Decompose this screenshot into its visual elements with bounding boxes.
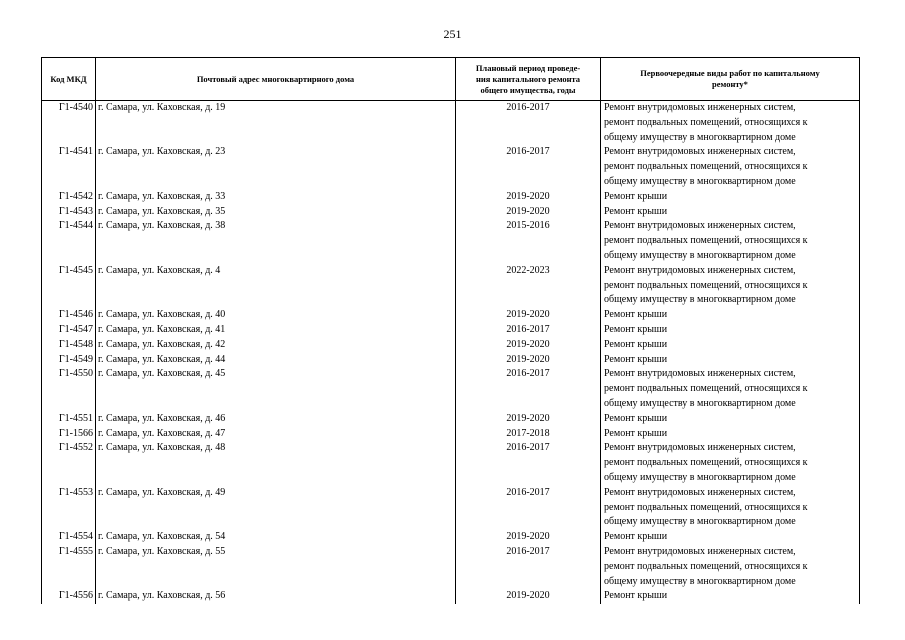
- works-line: Ремонт внутридомовых инженерных систем,: [604, 102, 796, 113]
- table-row: [42, 545, 860, 589]
- works-cell: [601, 323, 860, 338]
- address-cell: г. Самара, ул. Каховская, д. 47: [96, 427, 456, 442]
- mkd-code-cell: Г1-4555: [42, 545, 96, 589]
- address-cell: г. Самара, ул. Каховская, д. 49: [96, 486, 456, 530]
- address-cell: г. Самара, ул. Каховская, д. 4: [96, 264, 456, 308]
- period-cell: 2016-2017: [456, 441, 601, 485]
- address-cell: г. Самара, ул. Каховская, д. 55: [96, 545, 456, 589]
- table-row: [42, 323, 860, 338]
- works-line: ремонт подвальных помещений, относящихся к: [604, 235, 808, 247]
- mkd-code-cell: Г1-4553: [42, 486, 96, 530]
- works-line: ремонт подвальных помещений, относящихся к: [604, 501, 808, 513]
- works-line: Ремонт крыши: [604, 338, 668, 350]
- table-row: [42, 412, 860, 427]
- works-line: Ремонт крыши: [604, 531, 668, 543]
- works-cell: [601, 308, 860, 323]
- table-row: [42, 353, 860, 368]
- table-row: [42, 264, 860, 308]
- works-line: Ремонт внутридомовых инженерных систем,: [604, 220, 796, 232]
- works-cell: [601, 441, 860, 485]
- works-line: Ремонт крыши: [604, 323, 668, 335]
- table-row: [42, 190, 860, 205]
- works-line: ремонт подвальных помещений, относящихся к: [604, 383, 808, 395]
- works-cell: [601, 530, 860, 545]
- mkd-code-cell: Г1-4545: [42, 264, 96, 308]
- works-cell: [601, 338, 860, 353]
- table-row: [42, 486, 860, 530]
- works-line: Ремонт крыши: [604, 190, 668, 202]
- period-cell: 2016-2017: [456, 367, 601, 411]
- mkd-code-cell: Г1-4550: [42, 367, 96, 411]
- mkd-code-cell: Г1-4544: [42, 219, 96, 263]
- works-line: общему имуществу в многоквартирном доме: [604, 294, 796, 306]
- mkd-code-cell: Г1-4541: [42, 145, 96, 189]
- mkd-code-cell: Г1-1566: [42, 427, 96, 442]
- works-line: Ремонт внутридомовых инженерных систем,: [604, 486, 796, 498]
- works-line: Ремонт крыши: [604, 590, 668, 602]
- works-cell: [601, 545, 860, 589]
- period-cell: 2015-2016: [456, 219, 601, 263]
- header-period: [456, 58, 601, 101]
- period-cell: 2016-2017: [456, 101, 601, 146]
- period-cell: 2019-2020: [456, 530, 601, 545]
- address-cell: г. Самара, ул. Каховская, д. 46: [96, 412, 456, 427]
- period-cell: 2016-2017: [456, 486, 601, 530]
- mkd-code-cell: Г1-4548: [42, 338, 96, 353]
- address-cell: г. Самара, ул. Каховская, д. 33: [96, 190, 456, 205]
- works-line: общему имуществу в многоквартирном доме: [604, 175, 796, 187]
- works-line: общему имуществу в многоквартирном доме: [604, 397, 796, 409]
- address-cell: г. Самара, ул. Каховская, д. 54: [96, 530, 456, 545]
- header-works-line: Первоочередные виды работ по капитальному: [640, 68, 820, 78]
- header-works-line: ремонту*: [712, 79, 748, 89]
- works-cell: [601, 264, 860, 308]
- works-line: общему имуществу в многоквартирном доме: [604, 516, 796, 528]
- period-cell: 2019-2020: [456, 589, 601, 604]
- works-line: ремонт подвальных помещений, относящихся к: [604, 279, 808, 291]
- table-row: [42, 219, 860, 263]
- period-cell: 2019-2020: [456, 412, 601, 427]
- works-line: общему имуществу в многоквартирном доме: [604, 249, 796, 261]
- table-body: [42, 101, 860, 605]
- address-cell: г. Самара, ул. Каховская, д. 44: [96, 353, 456, 368]
- works-line: Ремонт внутридомовых инженерных систем,: [604, 146, 796, 158]
- address-cell: г. Самара, ул. Каховская, д. 41: [96, 323, 456, 338]
- works-cell: [601, 427, 860, 442]
- header-address: [96, 58, 456, 101]
- address-cell: г. Самара, ул. Каховская, д. 56: [96, 589, 456, 604]
- period-cell: 2016-2017: [456, 145, 601, 189]
- works-cell: [601, 367, 860, 411]
- address-cell: г. Самара, ул. Каховская, д. 42: [96, 338, 456, 353]
- header-code-text: Код МКД: [50, 73, 87, 84]
- works-cell: [601, 219, 860, 263]
- table-row: [42, 338, 860, 353]
- period-cell: 2019-2020: [456, 205, 601, 220]
- address-cell: г. Самара, ул. Каховская, д. 19: [96, 101, 456, 146]
- housing-repair-table: [41, 57, 860, 604]
- page-number: 251: [443, 27, 462, 41]
- mkd-code-cell: Г1-4546: [42, 308, 96, 323]
- header-period-line: Плановый период проведе-: [475, 62, 581, 73]
- works-line: ремонт подвальных помещений, относящихся к: [604, 560, 808, 572]
- period-cell: 2017-2018: [456, 427, 601, 442]
- table-row: [42, 427, 860, 442]
- table-row: [42, 367, 860, 411]
- works-line: ремонт подвальных помещений, относящихся к: [604, 116, 808, 128]
- works-line: Ремонт крыши: [604, 427, 668, 439]
- works-line: Ремонт крыши: [604, 205, 668, 217]
- mkd-code-cell: Г1-4540: [42, 101, 96, 146]
- works-cell: [601, 101, 860, 146]
- mkd-code-cell: Г1-4551: [42, 412, 96, 427]
- works-line: общему имуществу в многоквартирном доме: [604, 471, 796, 483]
- mkd-code-cell: Г1-4543: [42, 205, 96, 220]
- period-cell: 2019-2020: [456, 353, 601, 368]
- table-row: [42, 145, 860, 189]
- works-cell: [601, 353, 860, 368]
- period-cell: 2019-2020: [456, 190, 601, 205]
- works-cell: [601, 486, 860, 530]
- header-period-line: общего имущества, годы: [480, 84, 576, 95]
- works-cell: [601, 589, 860, 604]
- works-cell: [601, 205, 860, 220]
- works-line: общему имуществу в многоквартирном доме: [604, 575, 796, 587]
- period-cell: 2019-2020: [456, 308, 601, 323]
- table-row: [42, 101, 860, 146]
- period-cell: 2019-2020: [456, 338, 601, 353]
- works-line: Ремонт крыши: [604, 412, 668, 424]
- address-cell: г. Самара, ул. Каховская, д. 35: [96, 205, 456, 220]
- works-line: Ремонт внутридомовых инженерных систем,: [604, 368, 796, 380]
- table-header-row: [42, 58, 860, 101]
- header-works: [601, 58, 860, 101]
- works-cell: [601, 145, 860, 189]
- address-cell: г. Самара, ул. Каховская, д. 40: [96, 308, 456, 323]
- works-line: общему имуществу в многоквартирном доме: [604, 131, 796, 143]
- works-line: Ремонт внутридомовых инженерных систем,: [604, 545, 796, 557]
- period-cell: 2022-2023: [456, 264, 601, 308]
- works-line: Ремонт внутридомовых инженерных систем,: [604, 264, 796, 276]
- works-line: ремонт подвальных помещений, относящихся к: [604, 161, 808, 173]
- works-line: ремонт подвальных помещений, относящихся к: [604, 457, 808, 469]
- period-cell: 2016-2017: [456, 545, 601, 589]
- table-row: [42, 589, 860, 604]
- mkd-code-cell: Г1-4552: [42, 441, 96, 485]
- works-cell: [601, 412, 860, 427]
- mkd-code-cell: Г1-4556: [42, 589, 96, 604]
- mkd-code-cell: Г1-4542: [42, 190, 96, 205]
- works-line: Ремонт внутридомовых инженерных систем,: [604, 442, 796, 454]
- mkd-code-cell: Г1-4554: [42, 530, 96, 545]
- mkd-code-cell: Г1-4549: [42, 353, 96, 368]
- table-row: [42, 441, 860, 485]
- address-cell: г. Самара, ул. Каховская, д. 23: [96, 145, 456, 189]
- table-row: [42, 205, 860, 220]
- works-cell: [601, 190, 860, 205]
- table-row: [42, 530, 860, 545]
- header-code: [42, 58, 96, 101]
- mkd-code-cell: Г1-4547: [42, 323, 96, 338]
- period-cell: 2016-2017: [456, 323, 601, 338]
- address-cell: г. Самара, ул. Каховская, д. 38: [96, 219, 456, 263]
- works-line: Ремонт крыши: [604, 309, 668, 321]
- header-period-line: ния капитального ремонта: [475, 73, 581, 84]
- address-cell: г. Самара, ул. Каховская, д. 45: [96, 367, 456, 411]
- table-row: [42, 308, 860, 323]
- header-address-text: Почтовый адрес многоквартирного дома: [196, 73, 355, 84]
- address-cell: г. Самара, ул. Каховская, д. 48: [96, 441, 456, 485]
- works-line: Ремонт крыши: [604, 353, 668, 365]
